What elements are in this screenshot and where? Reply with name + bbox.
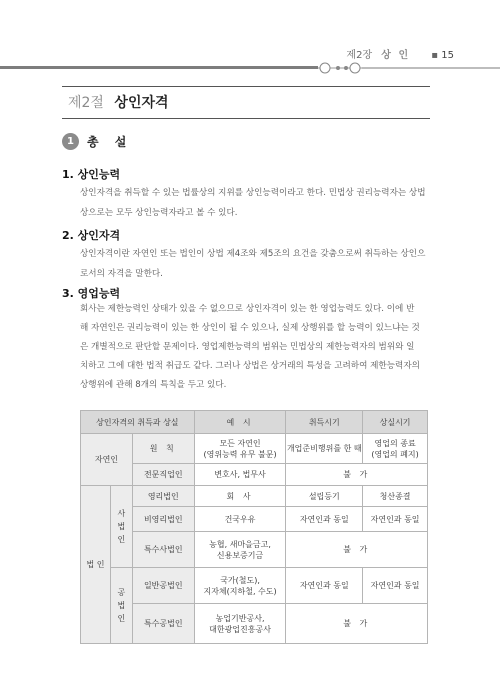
table-row (81, 486, 428, 507)
nonprofit-corp-cell: 비영리법인 (132, 507, 194, 532)
paragraph-line: 상인자격이란 자연인 또는 법인이 상법 제4조와 제5조의 요건을 갖춤으로써 취득하는 상인으 (80, 249, 426, 259)
paragraph-line: 치하고 그에 대한 법적 취급도 같다. 그러나 상법은 상거래의 특성을 고려하여 제한능력자의 (80, 361, 420, 371)
table-row (81, 604, 428, 644)
cell-line: 농협, 새마을금고, (209, 539, 271, 549)
special-public-status-cell: 불 가 (286, 604, 428, 644)
subsection-paragraph-3 (80, 300, 428, 395)
special-private-example-cell (194, 532, 286, 568)
subsection-paragraph-2 (80, 244, 428, 284)
private-corp-cell (110, 486, 132, 568)
general-public-example-cell (194, 568, 286, 604)
general-public-acquire-cell: 자연인과 동일 (286, 568, 363, 604)
section-title (68, 92, 169, 112)
section-rule-top (62, 86, 430, 87)
cell-line: 농업기반공사, (215, 613, 265, 623)
paragraph-line: 상으로는 모두 상인능력자라고 볼 수 있다. (80, 208, 238, 218)
chapter-heading-title: 총 설 (87, 135, 133, 149)
juridical-person-cell: 법 인 (81, 486, 111, 644)
paragraph-line: 회사는 제한능력인 상태가 있을 수 없으므로 상인자격이 있는 한 영업능력도 있다. 이에 반 (80, 304, 415, 314)
special-public-example-cell (194, 604, 286, 644)
general-public-lose-cell: 자연인과 동일 (363, 568, 428, 604)
table-header-row (81, 411, 428, 434)
nonprofit-acquire-cell: 자연인과 동일 (286, 507, 363, 532)
cell-line: 신용보증기금 (216, 550, 264, 560)
paragraph-line: 은 개별적으로 판단할 문제이다. 영업제한능력의 범위는 민법상의 제한능력자의 범위와 일 (80, 342, 415, 352)
table-row (81, 507, 428, 532)
cell-line: (영위능력 유무 불문) (203, 449, 277, 459)
nonprofit-lose-cell: 자연인과 동일 (363, 507, 428, 532)
header-dots-ornament (318, 61, 362, 75)
paragraph-line: 로서의 자격을 말한다. (80, 269, 163, 279)
header-bar-right (362, 67, 500, 69)
commercial-corp-cell: 영리법인 (132, 486, 194, 507)
commercial-lose-cell: 청산종결 (363, 486, 428, 507)
header-chapter: 제2장 (346, 50, 373, 61)
section-number: 제2절 (68, 95, 104, 111)
cell-line: 지자체(지하철, 수도) (203, 586, 277, 596)
cell-line: 국가(철도), (220, 575, 260, 585)
principle-example-cell (194, 434, 286, 464)
header-section: 상 인 (381, 50, 411, 61)
vertical-label: 사법인 (117, 509, 126, 544)
paragraph-line: 상행위에 관해 8개의 특칙을 두고 있다. (80, 380, 227, 390)
table-row (81, 532, 428, 568)
commercial-example-cell: 회 사 (194, 486, 286, 507)
table-header-cell: 예 시 (194, 411, 286, 434)
merchant-status-table (80, 410, 428, 644)
professional-cell: 전문직업인 (132, 464, 194, 486)
chapter-number-badge: 1 (62, 133, 79, 150)
principle-lose-cell (363, 434, 428, 464)
special-public-corp-cell: 특수공법인 (132, 604, 194, 644)
subsection-paragraph-1 (80, 183, 428, 223)
vertical-label: 공법인 (117, 588, 126, 623)
table-row (81, 568, 428, 604)
professional-status-cell: 불 가 (286, 464, 428, 486)
table-row (81, 464, 428, 486)
principle-cell: 원 칙 (132, 434, 194, 464)
table-header-cell: 상실시기 (363, 411, 428, 434)
subsection-heading-2: 2. 상인자격 (62, 229, 121, 242)
page-number: 15 (441, 50, 454, 61)
table-row (81, 434, 428, 464)
cell-line: (영업의 폐지) (371, 449, 419, 459)
principle-acquire-cell: 개업준비행위를 한 때 (286, 434, 363, 464)
paragraph-line: 해 자연인은 권리능력이 있는 한 상인이 될 수 있으나, 실제 상행위를 할 능력이 있느냐는 것 (80, 323, 420, 333)
special-private-corp-cell: 특수사법인 (132, 532, 194, 568)
page-number-marker: ▪ (431, 50, 439, 61)
subsection-heading-1: 1. 상인능력 (62, 168, 121, 181)
nonprofit-example-cell: 건국우유 (194, 507, 286, 532)
public-corp-cell (110, 568, 132, 644)
section-name: 상인자격 (114, 95, 169, 111)
professional-example-cell: 변호사, 법무사 (194, 464, 286, 486)
header-bar-left (0, 66, 318, 69)
commercial-acquire-cell: 설립등기 (286, 486, 363, 507)
paragraph-line: 상인자격을 취득할 수 있는 법률상의 지위를 상인능력이라고 한다. 민법상 권리능력자는 상법 (80, 188, 426, 198)
cell-line: 대한광업진흥공사 (209, 624, 271, 634)
general-public-corp-cell: 일반공법인 (132, 568, 194, 604)
cell-line: 모든 자연인 (219, 438, 261, 448)
subsection-heading-3: 3. 영업능력 (62, 287, 121, 300)
table-header-cell: 상인자격의 취득과 상실 (81, 411, 195, 434)
chapter-heading (62, 133, 132, 150)
section-rule-bottom (62, 118, 430, 119)
cell-line: 영업의 종료 (374, 438, 416, 448)
running-header (346, 46, 454, 61)
natural-person-cell: 자연인 (81, 434, 133, 486)
special-private-status-cell: 불 가 (286, 532, 428, 568)
table-header-cell: 취득시기 (286, 411, 363, 434)
